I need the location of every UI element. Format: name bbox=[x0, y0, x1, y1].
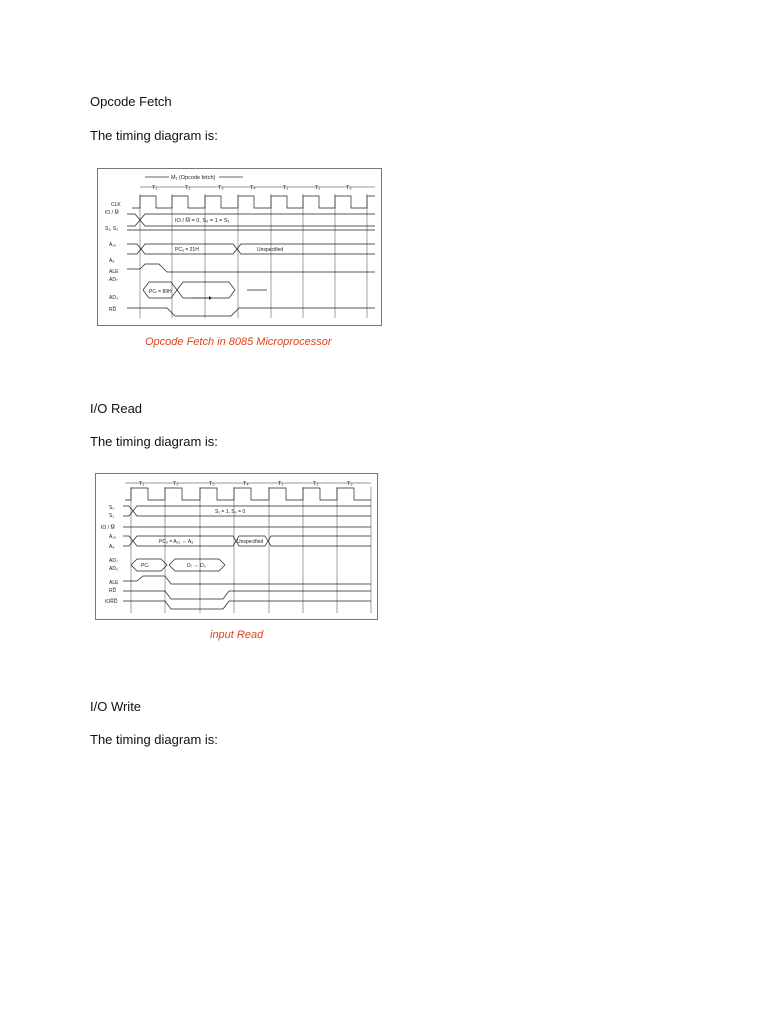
data-annotation: D₇ ⇔ D₀ bbox=[187, 563, 206, 569]
signal-label: A₁₅ bbox=[109, 242, 117, 248]
signal-label: AD₀ bbox=[109, 566, 119, 572]
section-heading-io-read: I/O Read bbox=[90, 401, 143, 416]
signal-label: CLK bbox=[111, 202, 121, 208]
signal-label: RD̅ bbox=[109, 588, 117, 594]
t-state-label: T₃ bbox=[346, 185, 352, 191]
section-intro-io-write: The timing diagram is: bbox=[90, 732, 218, 747]
address-annotation: PC₉ = 21H bbox=[175, 247, 199, 253]
signal-label: AD₇ bbox=[109, 277, 118, 283]
section-intro-opcode-fetch: The timing diagram is: bbox=[90, 128, 218, 143]
address-annotation: PC₉ = A₁₅ ⇔ A₈ bbox=[159, 539, 194, 545]
t-state-label: T₃ bbox=[347, 481, 353, 487]
section-heading-io-write: I/O Write bbox=[90, 699, 142, 714]
address-low-annotation: PCₗ bbox=[141, 563, 149, 569]
unspecified-annotation: Unspecified bbox=[257, 247, 284, 253]
io-read-timing-diagram bbox=[95, 473, 378, 620]
signal-label: S₀ bbox=[109, 505, 115, 511]
t-state-label: T₁ bbox=[139, 481, 145, 487]
t-state-label: T₂ bbox=[313, 481, 319, 487]
signal-label: IOR̅D̅ bbox=[105, 599, 118, 605]
section-intro-io-read: The timing diagram is: bbox=[90, 434, 218, 449]
signal-label: S₁, S₀ bbox=[105, 226, 119, 232]
t-state-label: T₂ bbox=[185, 185, 191, 191]
signal-label: A₈ bbox=[109, 544, 115, 550]
t-state-label: T₁ bbox=[283, 185, 289, 191]
signal-label: RD̅ bbox=[109, 307, 117, 313]
figure-caption-io-read: input Read bbox=[210, 629, 264, 641]
t-state-label: T₂ bbox=[315, 185, 321, 191]
t-state-label: T₃ bbox=[218, 185, 224, 191]
opcode-fetch-timing-diagram bbox=[97, 168, 382, 326]
signal-label: ALE bbox=[109, 269, 119, 275]
signal-label: A₁₅ bbox=[109, 534, 117, 540]
t-state-label: T₄ bbox=[250, 185, 256, 191]
address-low-annotation: PCₗ = 89H bbox=[149, 289, 172, 295]
signal-label: IO / M̅ bbox=[101, 525, 115, 531]
signal-label: IO / M̅ bbox=[105, 210, 119, 216]
signal-label: S₁ bbox=[109, 513, 115, 519]
t-state-label: T₄ bbox=[243, 481, 249, 487]
section-heading-opcode-fetch: Opcode Fetch bbox=[90, 94, 172, 109]
t-state-label: T₁ bbox=[278, 481, 284, 487]
signal-label: A₈ bbox=[109, 258, 115, 264]
status-annotation: S₁ = 1, S₀ = 0 bbox=[215, 509, 246, 515]
unspecified-annotation: Unspecified bbox=[237, 539, 264, 545]
machine-cycle-label: M₁ (Opcode fetch) bbox=[171, 175, 216, 181]
t-state-label: T₃ bbox=[209, 481, 215, 487]
signal-label: ALE bbox=[109, 580, 119, 586]
figure-caption-opcode-fetch: Opcode Fetch in 8085 Microprocessor bbox=[145, 336, 332, 348]
signal-label: AD₇ bbox=[109, 558, 118, 564]
signal-label: AD₀ bbox=[109, 295, 119, 301]
t-state-label: T₁ bbox=[152, 185, 158, 191]
status-annotation: IO / M̅ = 0, S₀ = 1 = S₁ bbox=[175, 218, 230, 224]
t-state-label: T₂ bbox=[173, 481, 179, 487]
